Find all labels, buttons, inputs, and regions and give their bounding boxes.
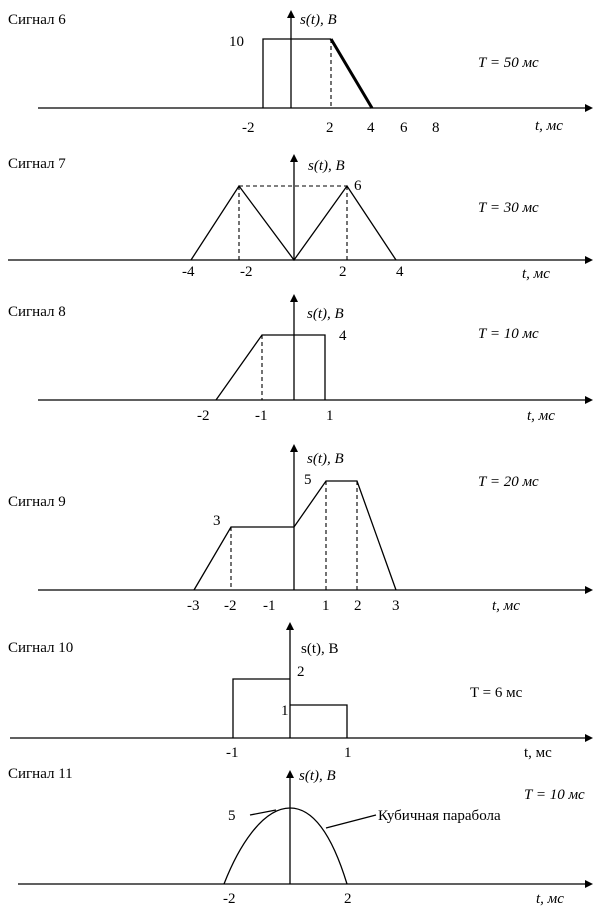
y-axis-arrow [290, 444, 298, 452]
panel-title: Сигнал 9 [8, 494, 66, 510]
tick-label: 1 [326, 408, 334, 424]
tick-label: 3 [392, 598, 400, 614]
tick-label: -4 [182, 264, 195, 280]
y-axis-label: s(t), В [301, 641, 339, 657]
signal-curve [224, 808, 347, 884]
x-axis-arrow [585, 734, 593, 742]
x-axis-arrow [585, 104, 593, 112]
value-label: 4 [339, 328, 347, 344]
signal-line [290, 705, 347, 738]
y-axis-label: s(t), В [307, 451, 344, 467]
y-axis-label: s(t), В [308, 158, 345, 174]
value-label: 6 [354, 178, 362, 194]
y-axis-arrow [287, 10, 295, 18]
tick-label: 8 [432, 120, 440, 136]
y-axis-arrow [286, 622, 294, 630]
x-axis-arrow [585, 256, 593, 264]
tick-label: -1 [255, 408, 268, 424]
x-axis-arrow [585, 586, 593, 594]
value-label: 1 [281, 703, 289, 719]
period-label: T = 50 мс [478, 55, 539, 71]
x-axis-arrow [585, 396, 593, 404]
tick-label: 4 [367, 120, 375, 136]
tick-label: 6 [400, 120, 408, 136]
x-axis-arrow [585, 880, 593, 888]
period-label: T = 10 мс [478, 326, 539, 342]
tick-label: -2 [197, 408, 210, 424]
tick-label: 2 [339, 264, 347, 280]
y-axis-arrow [290, 294, 298, 302]
signal-ramp-down [331, 39, 372, 108]
y-axis-label: s(t), В [300, 12, 337, 28]
tick-label: -1 [226, 745, 239, 761]
panel-signal-7 [8, 154, 593, 282]
period-label: T = 20 мс [478, 474, 539, 490]
value-pointer [250, 810, 276, 815]
value-label: 5 [304, 472, 312, 488]
y-axis-arrow [286, 770, 294, 778]
tick-label: -2 [224, 598, 237, 614]
panel-title: Сигнал 10 [8, 640, 74, 656]
panel-title: Сигнал 11 [8, 766, 73, 782]
period-label: T = 6 мс [470, 685, 523, 701]
tick-label: 1 [322, 598, 330, 614]
value-label: 3 [213, 513, 221, 529]
tick-label: 2 [344, 891, 352, 907]
x-axis-label: t, мс [492, 598, 520, 614]
panel-signal-10 [8, 622, 593, 761]
tick-label: -1 [263, 598, 276, 614]
x-axis-label: t, мс [527, 408, 555, 424]
period-label: T = 10 мс [524, 787, 585, 803]
signal-line [194, 481, 396, 590]
tick-label: -2 [240, 264, 253, 280]
annotation-label: Кубичная парабола [378, 808, 501, 824]
tick-label: 2 [326, 120, 334, 136]
panel-signal-11 [8, 766, 593, 907]
panel-signal-9 [8, 444, 593, 614]
value-label: 2 [297, 664, 305, 680]
x-axis-label: t, мс [522, 266, 550, 282]
y-axis-label: s(t), В [307, 306, 344, 322]
annotation-pointer [326, 815, 376, 828]
panel-title: Сигнал 7 [8, 156, 66, 172]
tick-label: -3 [187, 598, 200, 614]
tick-label: 1 [344, 745, 352, 761]
x-axis-label: t, мс [524, 745, 552, 761]
panel-title: Сигнал 8 [8, 304, 66, 320]
panel-signal-8 [8, 294, 593, 424]
value-label: 5 [228, 808, 236, 824]
tick-label: 2 [354, 598, 362, 614]
y-axis-arrow [290, 154, 298, 162]
tick-label: -2 [223, 891, 236, 907]
panel-signal-6 [8, 10, 593, 136]
signal-line [263, 39, 331, 108]
y-axis-label: s(t), В [299, 768, 336, 784]
tick-label: 4 [396, 264, 404, 280]
period-label: T = 30 мс [478, 200, 539, 216]
signal-line [216, 335, 325, 400]
value-label: 10 [229, 34, 244, 50]
tick-label: -2 [242, 120, 255, 136]
x-axis-label: t, мс [535, 118, 563, 134]
panel-title: Сигнал 6 [8, 12, 66, 28]
x-axis-label: t, мс [536, 891, 564, 907]
